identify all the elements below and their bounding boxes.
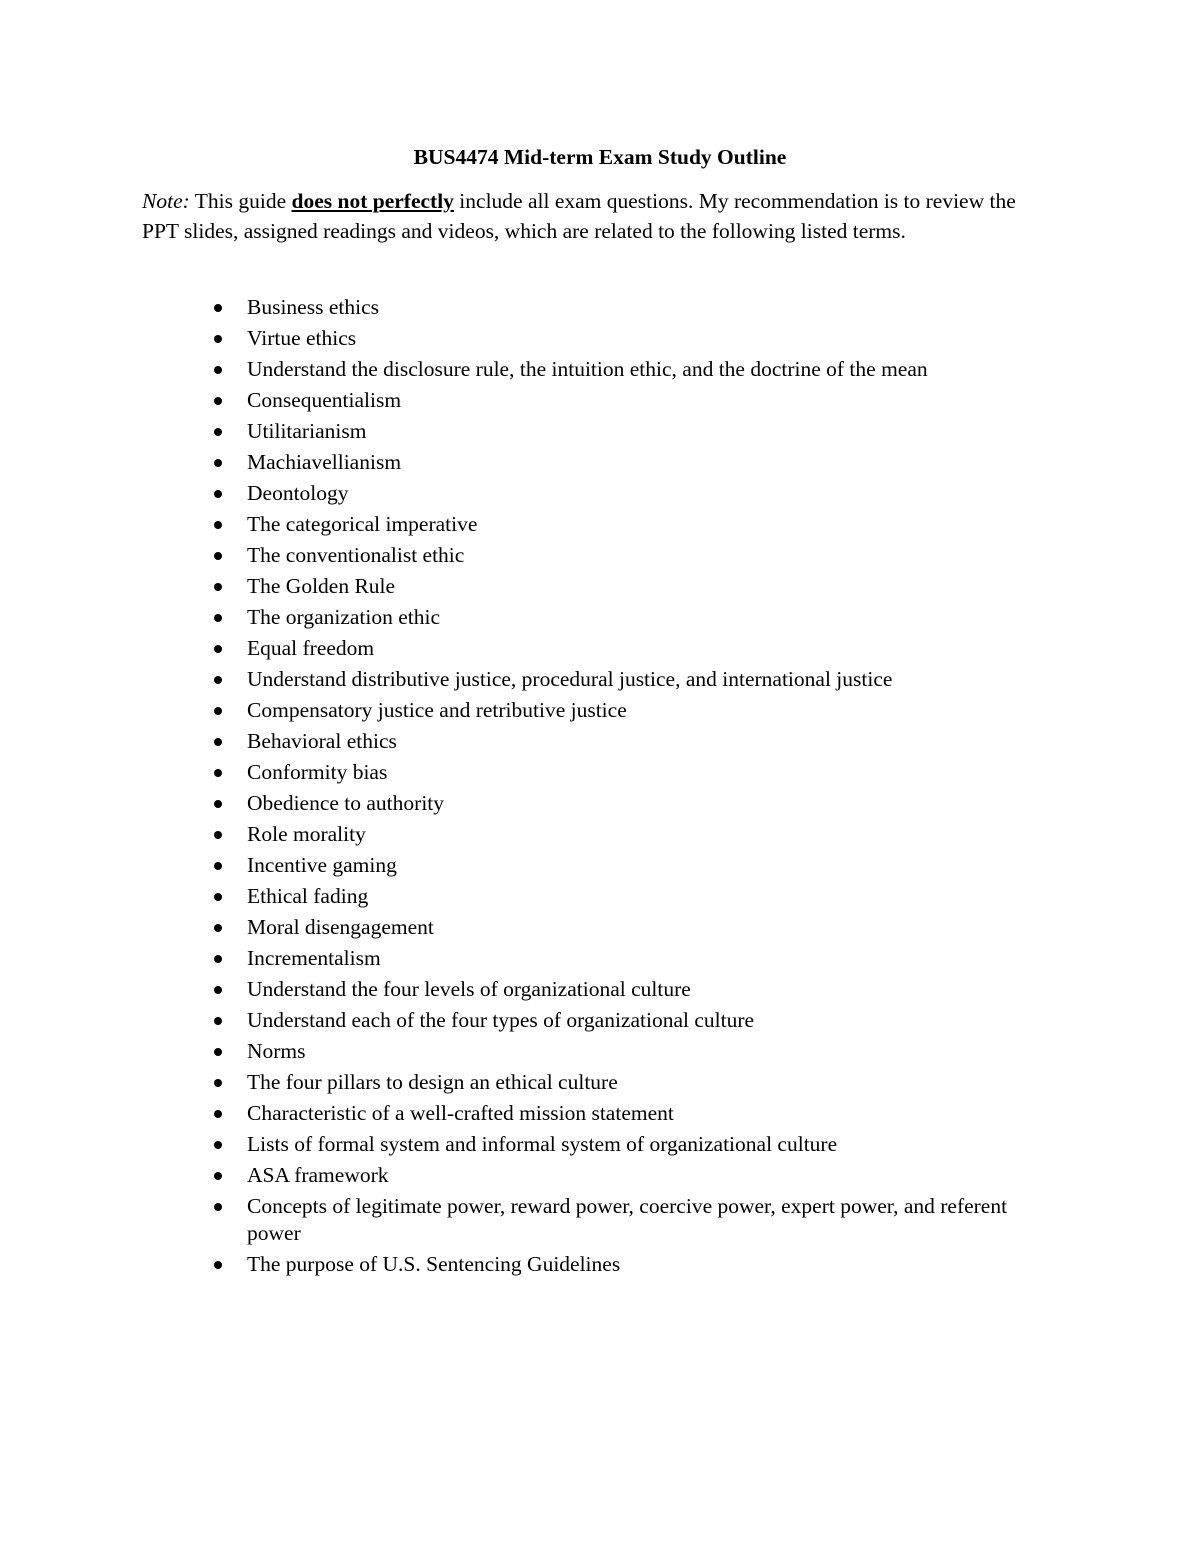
- term-text: The conventionalist ethic: [247, 543, 465, 567]
- bullet-icon: [214, 924, 222, 932]
- term-item: [142, 1249, 1042, 1280]
- term-item: [142, 416, 1042, 447]
- bullet-icon: [214, 707, 222, 715]
- term-text: Conformity bias: [247, 760, 388, 784]
- term-text: Behavioral ethics: [247, 729, 397, 753]
- term-item: [142, 602, 1042, 633]
- term-item: [142, 1160, 1042, 1191]
- term-text: Lists of formal system and informal system of organizational culture: [247, 1132, 838, 1156]
- bullet-icon: [214, 583, 222, 591]
- term-item: [142, 354, 1042, 385]
- bullet-icon: [214, 1261, 222, 1269]
- term-text: Moral disengagement: [247, 915, 434, 939]
- term-item: [142, 819, 1042, 850]
- document-title: BUS4474 Mid-term Exam Study Outline: [413, 145, 787, 169]
- term-item: [142, 447, 1042, 478]
- term-text: Business ethics: [247, 295, 379, 319]
- bullet-icon: [214, 521, 222, 529]
- term-text: ASA framework: [247, 1163, 389, 1187]
- bullet-icon: [214, 986, 222, 994]
- bullet-icon: [214, 1172, 222, 1180]
- bullet-icon: [214, 769, 222, 777]
- term-text: Obedience to authority: [247, 791, 445, 815]
- note-label: Note:: [142, 189, 190, 213]
- term-item: [142, 757, 1042, 788]
- bullet-icon: [214, 614, 222, 622]
- term-text: Characteristic of a well-crafted mission statement: [247, 1101, 674, 1125]
- term-text: Machiavellianism: [247, 450, 402, 474]
- term-item: [142, 323, 1042, 354]
- term-item: [142, 695, 1042, 726]
- bullet-icon: [214, 645, 222, 653]
- bullet-icon: [214, 490, 222, 498]
- term-item: [142, 664, 1042, 695]
- term-item: [142, 788, 1042, 819]
- term-text: The categorical imperative: [247, 512, 478, 536]
- term-item: [142, 1098, 1042, 1129]
- bullet-icon: [214, 1110, 222, 1118]
- bullet-icon: [214, 397, 222, 405]
- term-item: [142, 1191, 1042, 1249]
- term-text: Concepts of legitimate power, reward power, coercive power, expert power, and referent power: [247, 1194, 1008, 1245]
- term-item: [142, 540, 1042, 571]
- bullet-icon: [214, 1141, 222, 1149]
- term-text: Norms: [247, 1039, 306, 1063]
- term-text: The organization ethic: [247, 605, 441, 629]
- term-text: Equal freedom: [247, 636, 375, 660]
- term-text: Incentive gaming: [247, 853, 397, 877]
- bullet-icon: [214, 428, 222, 436]
- term-item: [142, 726, 1042, 757]
- term-text: Consequentialism: [247, 388, 402, 412]
- term-text: Understand the disclosure rule, the intuition ethic, and the doctrine of the mean: [247, 357, 928, 381]
- term-item: [142, 850, 1042, 881]
- bullet-icon: [214, 955, 222, 963]
- bullet-icon: [214, 1079, 222, 1087]
- bullet-icon: [214, 893, 222, 901]
- term-item: [142, 633, 1042, 664]
- term-text: Understand each of the four types of organizational culture: [247, 1008, 755, 1032]
- bullet-icon: [214, 1203, 222, 1211]
- term-item: [142, 881, 1042, 912]
- bullet-icon: [214, 862, 222, 870]
- term-text: Ethical fading: [247, 884, 369, 908]
- bullet-icon: [214, 831, 222, 839]
- term-item: [142, 478, 1042, 509]
- term-item: [142, 1036, 1042, 1067]
- term-item: [142, 1005, 1042, 1036]
- note-emphasis: does not perfectly: [291, 189, 454, 213]
- term-text: Role morality: [247, 822, 366, 846]
- term-text: Compensatory justice and retributive justice: [247, 698, 627, 722]
- term-item: [142, 912, 1042, 943]
- bullet-icon: [214, 459, 222, 467]
- term-item: [142, 1067, 1042, 1098]
- term-item: [142, 974, 1042, 1005]
- term-item: [142, 509, 1042, 540]
- bullet-icon: [214, 800, 222, 808]
- bullet-icon: [214, 1017, 222, 1025]
- note-text-before: This guide: [189, 189, 292, 213]
- term-item: [142, 1129, 1042, 1160]
- term-text: Understand the four levels of organizational culture: [247, 977, 691, 1001]
- term-text: Incrementalism: [247, 946, 381, 970]
- bullet-icon: [214, 676, 222, 684]
- bullet-icon: [214, 304, 222, 312]
- term-text: The purpose of U.S. Sentencing Guidelines: [247, 1252, 621, 1276]
- term-text: Deontology: [247, 481, 349, 505]
- bullet-icon: [214, 335, 222, 343]
- bullet-icon: [214, 552, 222, 560]
- terms-list: [142, 292, 1042, 1280]
- term-item: [142, 292, 1042, 323]
- note-text-after: include all exam questions. My recommendation is to review the PPT slides, assigned readings and videos, which are related to the following listed terms.: [142, 189, 1016, 243]
- term-item: [142, 385, 1042, 416]
- term-item: [142, 943, 1042, 974]
- term-text: Virtue ethics: [247, 326, 357, 350]
- term-item: [142, 571, 1042, 602]
- term-text: The Golden Rule: [247, 574, 396, 598]
- term-text: Understand distributive justice, procedural justice, and international justice: [247, 667, 893, 691]
- bullet-icon: [214, 738, 222, 746]
- bullet-icon: [214, 1048, 222, 1056]
- term-text: Utilitarianism: [247, 419, 367, 443]
- term-text: The four pillars to design an ethical culture: [247, 1070, 618, 1094]
- bullet-icon: [214, 366, 222, 374]
- note-paragraph: [142, 186, 1052, 246]
